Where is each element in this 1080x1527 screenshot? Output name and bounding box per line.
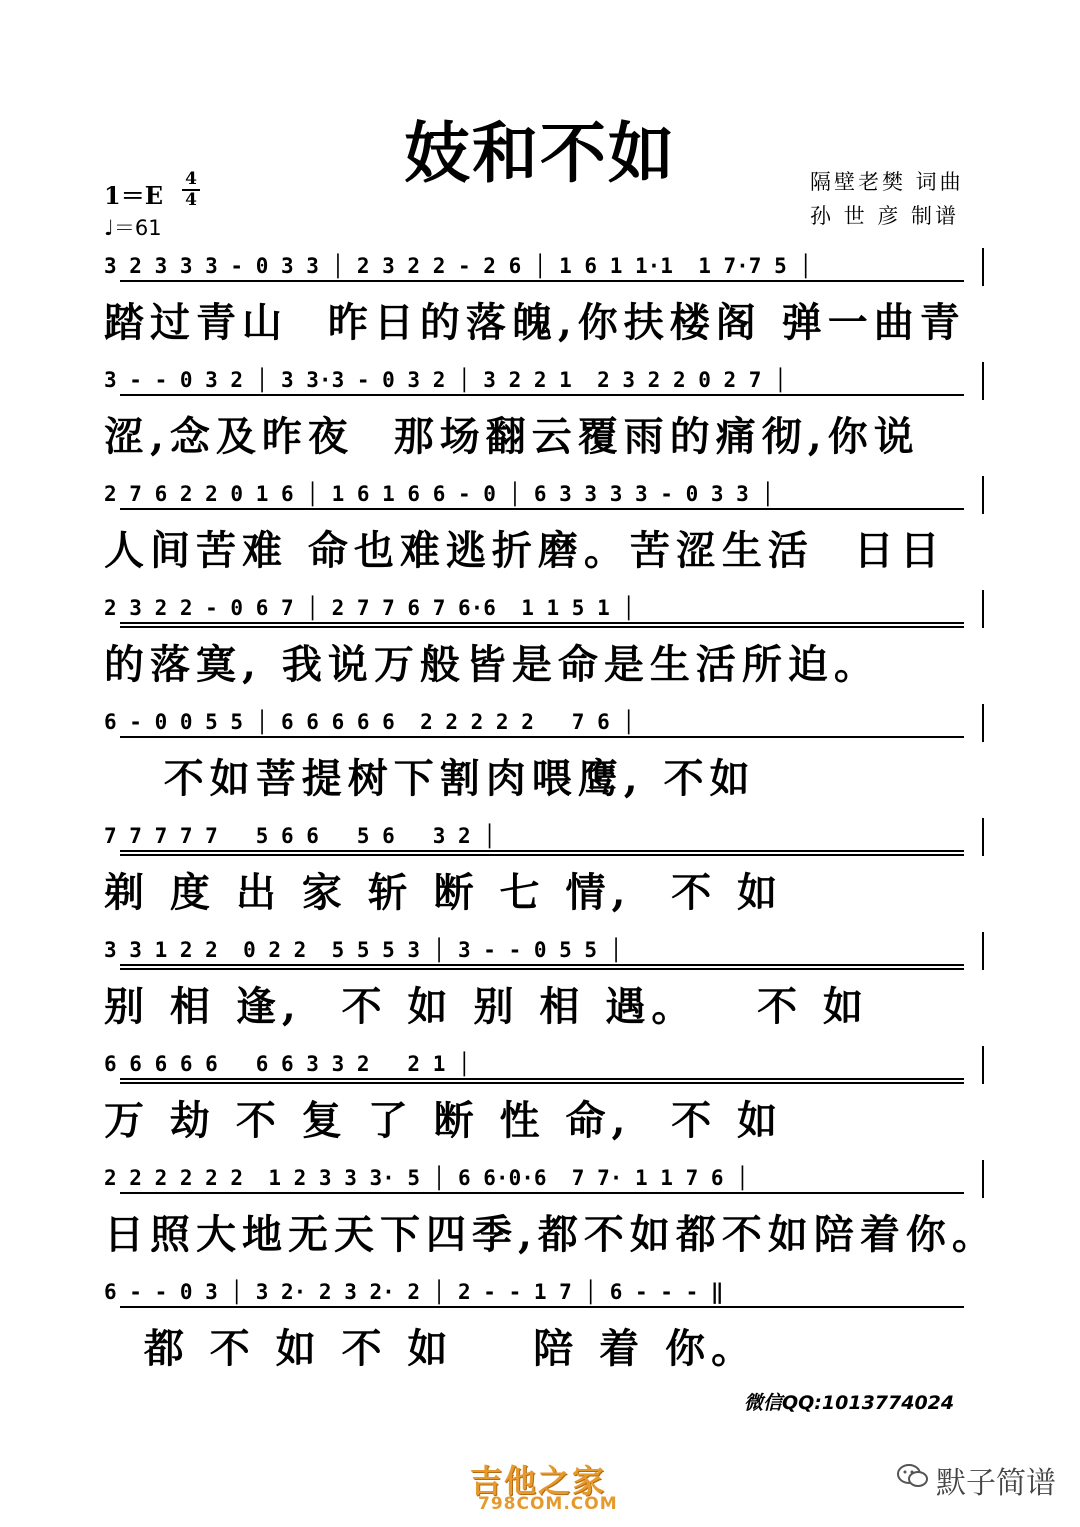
tempo-marking: ♩＝61 xyxy=(104,216,162,240)
channel-watermark: 默子简谱 xyxy=(936,1466,1056,1501)
notation-text: 6 - - 0 3 │ 3 2· 2 3 2· 2 │ 2 - - 1 7 │ 6 - - - ‖ xyxy=(104,1280,724,1304)
notation-line xyxy=(104,1156,984,1200)
underline-beam-double xyxy=(120,626,964,628)
barline xyxy=(982,1046,984,1084)
notation-text: 3 3 1 2 2 0 2 2 5 5 5 3 │ 3 - - 0 5 5 │ xyxy=(104,938,623,962)
notation-text: 6 6 6 6 6 6 6 3 3 2 2 1 │ xyxy=(104,1052,471,1076)
lyric-line: 都 不 如 不 如 陪 着 你。 xyxy=(104,1325,758,1372)
underline-beam xyxy=(120,508,964,510)
notation-text: 2 2 2 2 2 2 1 2 3 3 3· 5 │ 6 6·0·6 7 7· 1 1 7 6 │ xyxy=(104,1166,749,1190)
notation-line xyxy=(104,814,984,858)
key-signature: 1＝E xyxy=(104,181,163,210)
underline-beam xyxy=(120,1192,964,1194)
wechat-icon xyxy=(896,1462,930,1490)
barline xyxy=(982,818,984,856)
underline-beam xyxy=(120,280,964,282)
staff-system-4 xyxy=(104,586,984,694)
underline-beam-double xyxy=(120,968,964,970)
underline-beam xyxy=(120,736,964,738)
site-watermark-name: 吉他之家 xyxy=(470,1462,607,1500)
time-sig-bottom: 4 xyxy=(185,190,197,210)
time-sig-top: 4 xyxy=(185,169,197,189)
underline-beam xyxy=(120,964,964,966)
lyric-line: 别 相 逢, 不 如 别 相 遇。 不 如 xyxy=(104,983,870,1030)
barline xyxy=(982,476,984,514)
lyric-line: 的落寞, 我说万般皆是命是生活所迫。 xyxy=(104,641,880,688)
staff-system-3 xyxy=(104,472,984,580)
transcriber-credit: 孙 世 彦 制谱 xyxy=(810,204,960,228)
notation-text: 2 7 6 2 2 0 1 6 │ 1 6 1 6 6 - 0 │ 6 3 3 3 3 - 0 3 3 │ xyxy=(104,482,775,506)
staff-system-8 xyxy=(104,1042,984,1150)
notation-text: 6 - 0 0 5 5 │ 6 6 6 6 6 2 2 2 2 2 7 6 │ xyxy=(104,710,636,734)
barline xyxy=(982,704,984,742)
staff-system-6 xyxy=(104,814,984,922)
notation-text: 7 7 7 7 7 5 6 6 5 6 3 2 │ xyxy=(104,824,496,848)
site-watermark-url: 798COM.COM xyxy=(478,1494,618,1514)
underline-beam xyxy=(120,622,964,624)
staff-system-10 xyxy=(104,1270,984,1378)
time-signature xyxy=(180,170,202,210)
notation-line xyxy=(104,928,984,972)
lyric-line: 踏过青山 昨日的落魄,你扶楼阁 弹一曲青 xyxy=(104,299,966,346)
notation-line xyxy=(104,1270,984,1314)
staff-system-7 xyxy=(104,928,984,1036)
barline xyxy=(982,932,984,970)
barline xyxy=(982,1160,984,1198)
lyric-line: 人间苦难 命也难逃折磨。苦涩生活 日日 xyxy=(104,527,946,574)
notation-line xyxy=(104,1042,984,1086)
underline-beam-double xyxy=(120,854,964,856)
notation-text: 3 - - 0 3 2 │ 3 3·3 - 0 3 2 │ 3 2 2 1 2 3 2 2 0 2 7 │ xyxy=(104,368,787,392)
notation-line xyxy=(104,244,984,288)
contact-info: 微信QQ:1013774024 xyxy=(744,1392,955,1414)
notation-line xyxy=(104,358,984,402)
notation-text: 3 2 3 3 3 - 0 3 3 │ 2 3 2 2 - 2 6 │ 1 6 1 1·1 1 7·7 5 │ xyxy=(104,254,813,278)
lyric-line: 剃 度 出 家 斩 断 七 情, 不 如 xyxy=(104,869,784,916)
staff-system-5 xyxy=(104,700,984,808)
notation-line xyxy=(104,700,984,744)
notation-text: 2 3 2 2 - 0 6 7 │ 2 7 7 6 7 6·6 1 1 5 1 │ xyxy=(104,596,636,620)
barline xyxy=(982,362,984,400)
underline-beam xyxy=(120,850,964,852)
barline xyxy=(982,590,984,628)
underline-beam xyxy=(120,1306,964,1308)
lyric-line: 不如菩提树下割肉喂鹰, 不如 xyxy=(104,755,756,802)
underline-beam xyxy=(120,394,964,396)
lyric-line: 万 劫 不 复 了 断 性 命, 不 如 xyxy=(104,1097,784,1144)
underline-beam-double xyxy=(120,1082,964,1084)
barline xyxy=(982,248,984,286)
lyricist-composer-credit: 隔壁老樊 词曲 xyxy=(810,170,964,194)
notation-line xyxy=(104,472,984,516)
staff-system-9 xyxy=(104,1156,998,1264)
staff-system-2 xyxy=(104,358,984,466)
lyric-line: 涩,念及昨夜 那场翻云覆雨的痛彻,你说 xyxy=(104,413,920,460)
underline-beam xyxy=(120,1078,964,1080)
song-title: 妓和不如 xyxy=(404,114,676,192)
staff-system-1 xyxy=(104,244,984,352)
lyric-line: 日照大地无天下四季,都不如都不如陪着你。 xyxy=(104,1211,998,1258)
notation-line xyxy=(104,586,984,630)
